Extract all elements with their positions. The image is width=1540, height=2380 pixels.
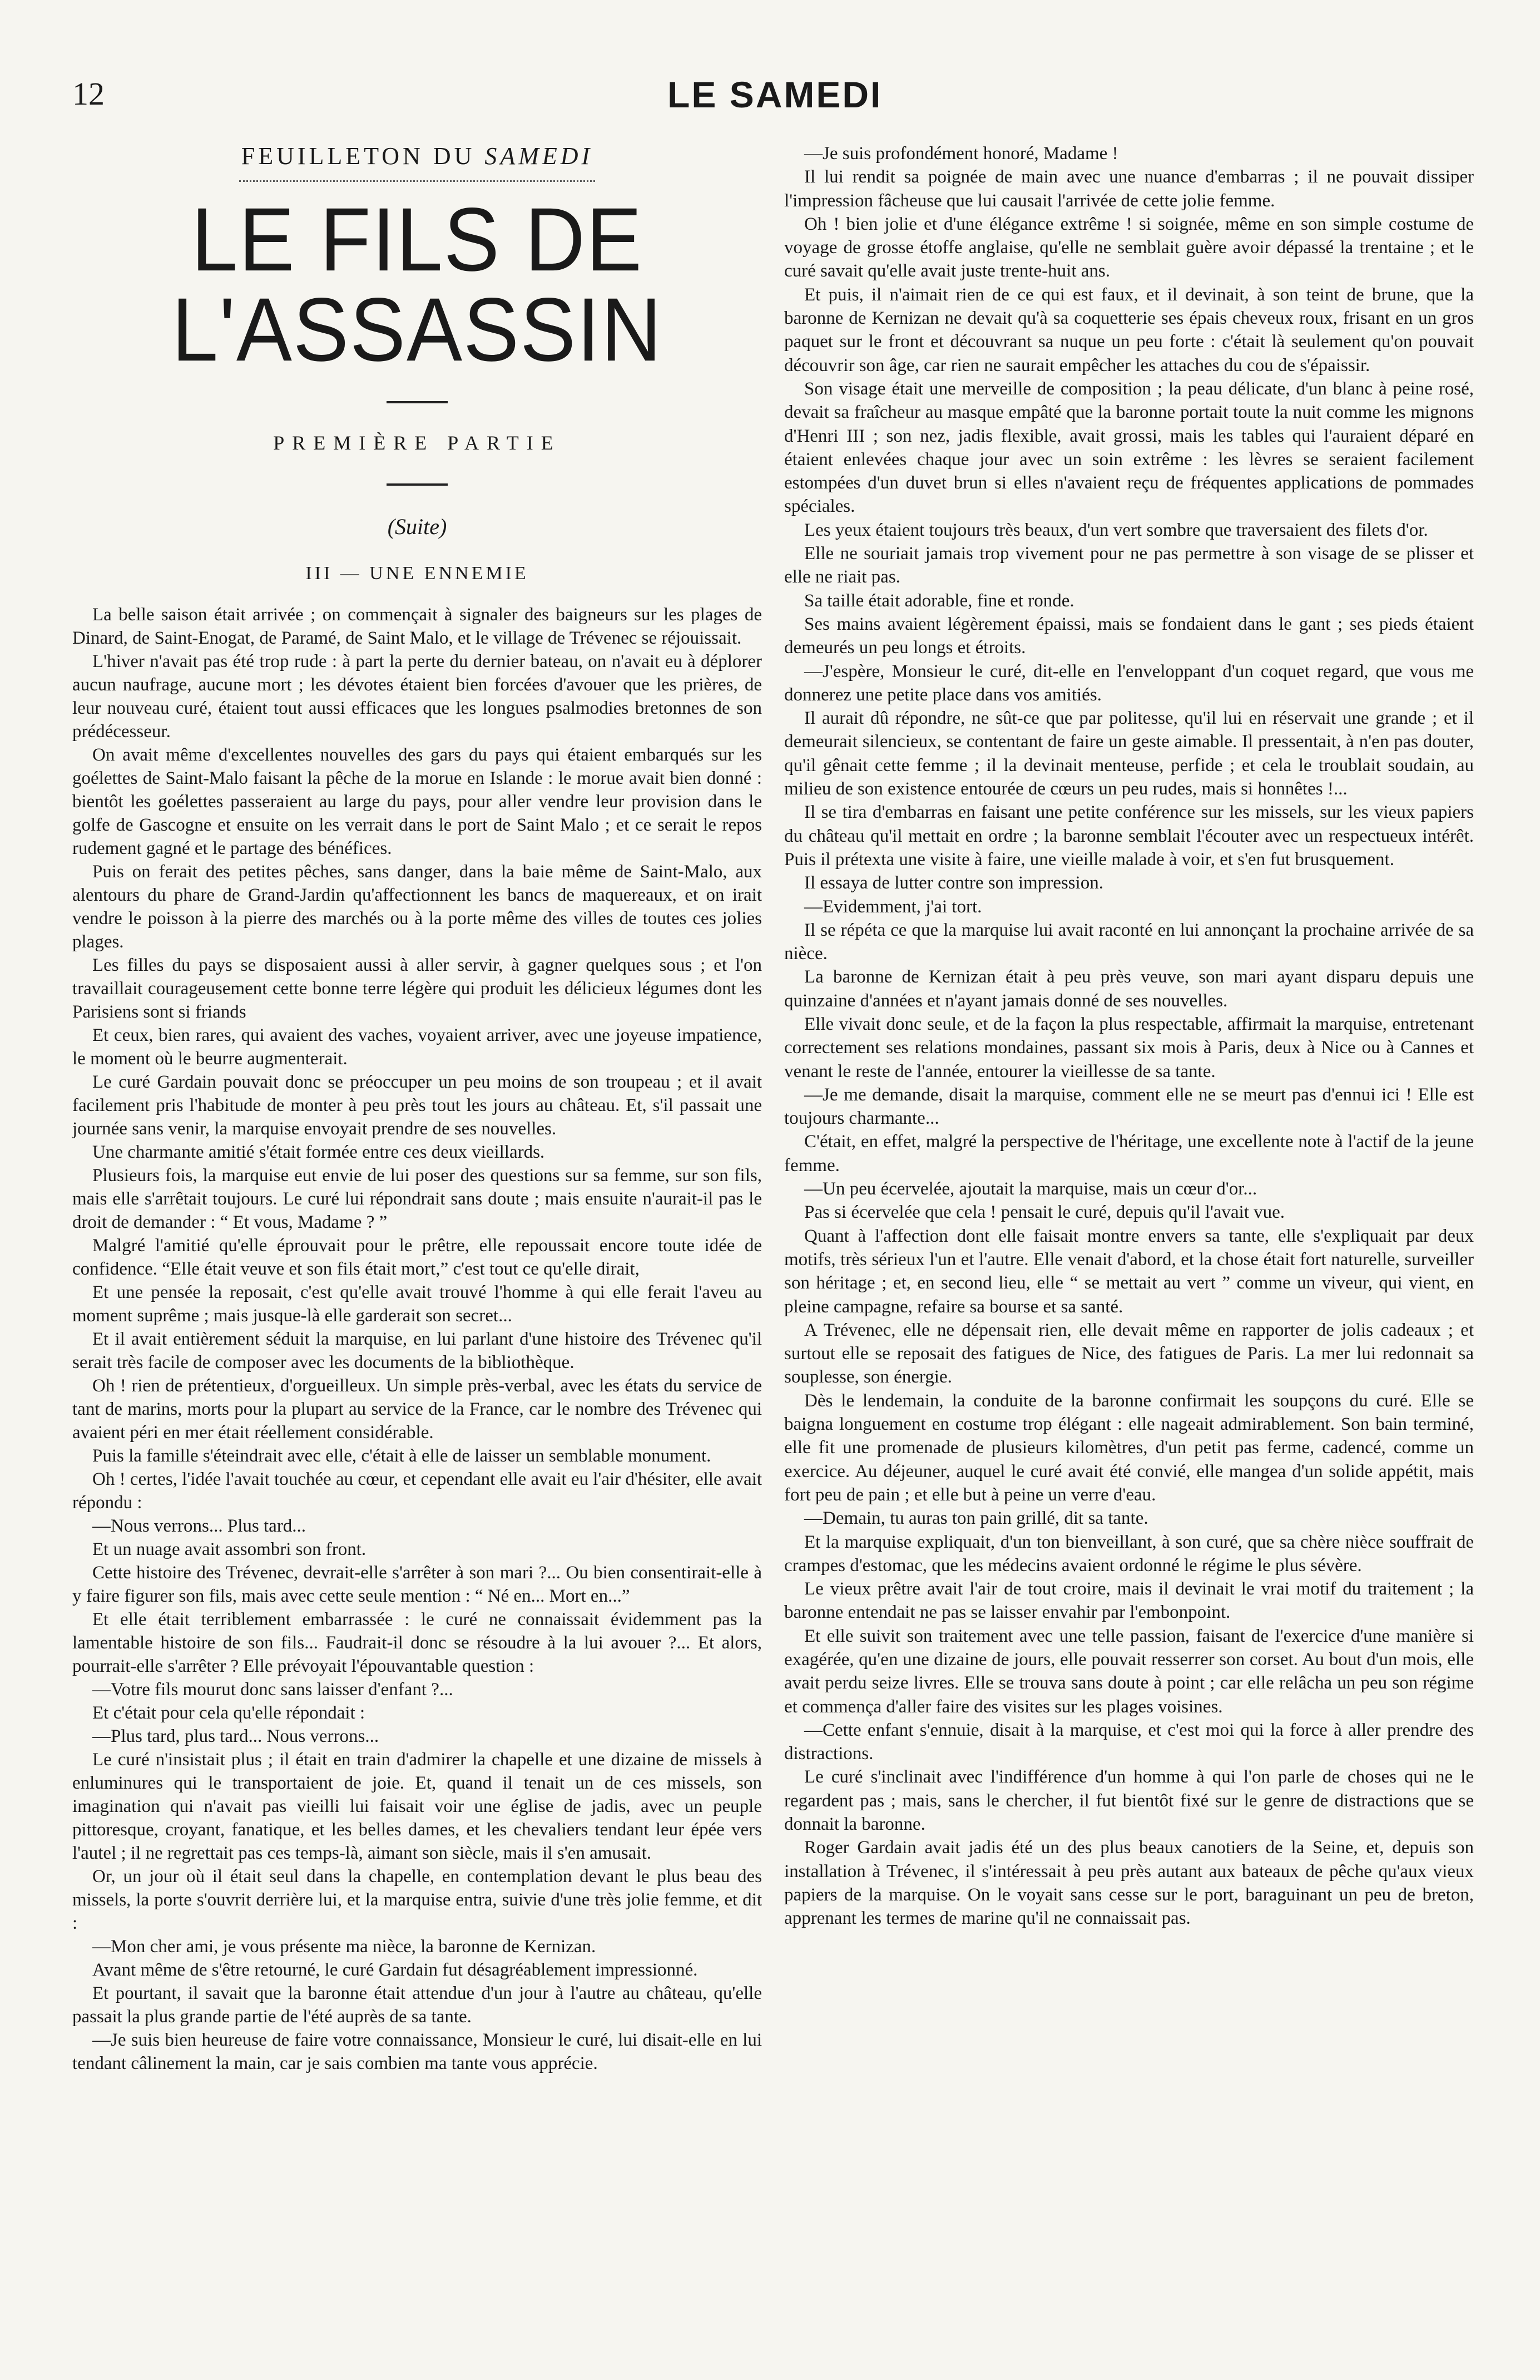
paragraph: Et elle suivit son traitement avec une telle passion, faisant de l'exercice d'une manière si exagérée, qu'en une dizaine de jours, elle pouvait resserrer son corset. Au bout d'un mois, elle avait perdu seize livres. Elle se trouva sans doute à point ; car elle relâcha un peu son régime et commença d'aller faire des visites sur les plages voisines. <box>784 1626 1474 1717</box>
suite-label: (Suite) <box>387 514 447 539</box>
paragraph: Et elle était terriblement embarrassée : le curé ne connaissait évidemment pas la lamentable histoire de son fils... Faudrait-il donc se résoudre à la lui avouer ?... Et alors, pourrait-elle s'arrêter ? Elle prévoyait l'épouvantable question : <box>72 1609 762 1676</box>
part-rule <box>387 483 448 486</box>
paragraph: Et puis, il n'aimait rien de ce qui est faux, et il devinait, à son teint de brune, que la baronne de Kernizan ne devait qu'à sa coquetterie ses épais cheveux roux, frisant en un gros paquet sur le front et découvrant sa nuque un peu forte : c'était là seulement qu'on pouvait découvrir son âge, car rien ne saurait empêcher les attaches du cou de s'épaissir. <box>784 284 1474 376</box>
page-number: 12 <box>72 76 105 112</box>
paragraph: —Je me demande, disait la marquise, comment elle ne se meurt pas d'ennui ici ! Elle est toujours charmante... <box>784 1084 1474 1129</box>
title-rule <box>387 401 448 403</box>
paragraph: Dès le lendemain, la conduite de la baronne confirmait les soupçons du curé. Elle se baigna longuement en costume trop élégant : elle nageait admirablement. Son bain terminé, elle fit une promenade de plusieurs kilomètres, d'un petit pas ferme, cadencé, comme un exercice. Au déjeuner, auquel le curé avait été convié, elle mangea d'un solide appétit, mais fort peu de pain ; et elle but à peine un verre d'eau. <box>784 1390 1474 1505</box>
paragraph: —Plus tard, plus tard... Nous verrons... <box>92 1726 379 1746</box>
paragraph: La baronne de Kernizan était à peu près veuve, son mari ayant disparu depuis une quinzaine d'années et n'ayant jamais donné de ses nouvelles. <box>784 967 1474 1011</box>
paragraph: —Votre fils mourut donc sans laisser d'enfant ?... <box>92 1680 453 1700</box>
feuilleton-heading <box>72 142 762 170</box>
dotted-divider <box>239 180 595 182</box>
paragraph: Elle vivait donc seule, et de la façon la plus respectable, affirmait la marquise, entretenant correctement ses relations mondaines, passant six mois à Paris, deux à Nice ou à Cannes et venant le reste de l'année, entourer la vieillesse de sa tante. <box>784 1014 1474 1082</box>
paragraph: Et c'était pour cela qu'elle répondait : <box>92 1703 365 1723</box>
paragraph: Et une pensée la reposait, c'est qu'elle avait trouvé l'homme à qui elle ferait l'aveu au moment suprême ; mais jusque-là elle garderait son secret... <box>72 1282 762 1326</box>
paragraph: Oh ! rien de prétentieux, d'orgueilleux. Un simple près-verbal, avec les états du service de tant de marins, morts pour la plupart au service de la France, car le nombre des Trévenec qui avaient péri en mer était réellement considérable. <box>72 1376 762 1443</box>
journal-title: LE SAMEDI <box>667 74 883 115</box>
paragraph: Le curé n'insistait plus ; il était en train d'admirer la chapelle et une dizaine de missels à enluminures qui le transportaient de joie. Et, quand il tenait un de ces missels, son imagination qui n'avait pas vieilli lui faisait voir une église de jadis, avec un peuple pittoresque, croyant, fanatique, et les belles dames, et les chevaliers tendant leur épée vers l'autel ; il ne regrettait pas ces temps-là, aimant son siècle, mais il s'en amusait. <box>72 1750 762 1863</box>
paragraph: —Je suis profondément honoré, Madame ! <box>804 144 1118 164</box>
paragraph: Elle ne souriait jamais trop vivement pour ne pas permettre à son visage de se plisser et elle ne riait pas. <box>784 544 1474 587</box>
paragraph: Sa taille était adorable, fine et ronde. <box>804 590 1074 611</box>
paragraph: Ses mains avaient légèrement épaissi, mais se fondaient dans le gant ; ses pieds étaient demeurés un peu longs et étroits. <box>784 614 1474 658</box>
paragraph: —Je suis bien heureuse de faire votre connaissance, Monsieur le curé, lui disait-elle en lui tendant câlinement la main, car je sais combien ma tante vous apprécie. <box>72 2030 762 2073</box>
paragraph: —Mon cher ami, je vous présente ma nièce, la baronne de Kernizan. <box>92 1937 596 1957</box>
paragraph: Et ceux, bien rares, qui avaient des vaches, voyaient arriver, avec une joyeuse impatience, le moment où le beurre augmenterait. <box>72 1025 762 1069</box>
chapter-heading: III — UNE ENNEMIE <box>305 563 529 584</box>
part-heading: PREMIÈRE PARTIE <box>273 432 561 454</box>
left-body-text <box>72 603 762 2075</box>
paragraph: Les filles du pays se disposaient aussi à aller servir, à gagner quelques sous ; et l'on travaillait courageusement cette bonne terre légère qui produit les délicieux légumes dont les Parisiens sont si friands <box>72 955 762 1022</box>
paragraph: Son visage était une merveille de composition ; la peau délicate, d'un blanc à peine rosé, devait sa fraîcheur au masque empâté que la baronne portait toute la nuit comme les mignons d'Henri III ; son nez, jadis flexible, avait grossi, mais les tables qui l'auraient déparé en étaient enlevées chaque jour avec un soin extrême : les lèvres se seraient facilement estompées d'un duvet brun si elles n'avaient reçu de fréquentes applications de pommades spéciales. <box>784 378 1474 517</box>
paragraph: Cette histoire des Trévenec, devrait-elle s'arrêter à son mari ?... Ou bien consentirait-elle à y faire figurer son fils, mais avec cette seule mention : “ Né en... Mort en...” <box>72 1563 762 1606</box>
paragraph: Et un nuage avait assombri son front. <box>92 1539 367 1559</box>
paragraph: Le curé Gardain pouvait donc se préoccuper un peu moins de son troupeau ; et il avait facilement pris l'habitude de monter à peu près tout les jours au château. Et, s'il passait une journée sans venir, la marquise envoyait prendre de ses nouvelles. <box>72 1072 762 1139</box>
paragraph: Il se répéta ce que la marquise lui avait raconté en lui annonçant la prochaine arrivée de sa nièce. <box>784 920 1474 964</box>
paragraph: Or, un jour où il était seul dans la chapelle, en contemplation devant le plus beau des missels, la porte s'ouvrit derrière lui, et la marquise entra, suivie d'une très jolie femme, et dit : <box>72 1867 762 1933</box>
paragraph: La belle saison était arrivée ; on commençait à signaler des baigneurs sur les plages de Dinard, de Saint-Enogat, de Paramé, de Saint Malo, et le village de Trévenec se réjouissait. <box>72 605 762 648</box>
paragraph: Oh ! certes, l'idée l'avait touchée au cœur, et cependant elle avait eu l'air d'hésiter, elle avait répondu : <box>72 1469 762 1513</box>
paragraph: —Evidemment, j'ai tort. <box>804 896 982 917</box>
article-title: LE FILS DE L'ASSASSIN <box>171 189 663 380</box>
paragraph: C'était, en effet, malgré la perspective de l'héritage, une excellente note à l'actif de la jeune femme. <box>784 1132 1474 1176</box>
paragraph: Il essaya de lutter contre son impression. <box>804 873 1103 893</box>
paragraph: —J'espère, Monsieur le curé, dit-elle en l'enveloppant d'un coquet regard, que vous me donnerez une petite place dans vos amitiés. <box>784 661 1474 705</box>
paragraph: Avant même de s'être retourné, le curé Gardain fut désagréablement impressionné. <box>92 1960 698 1980</box>
left-column <box>72 142 762 2075</box>
paragraph: Puis on ferait des petites pêches, sans danger, dans la baie même de Saint-Malo, aux alentours du phare de Grand-Jardin qu'affectionnent les bancs de maquereaux, et on irait vendre le poisson à la pierre des marchés ou à la porte même des villes de toutes ces jolies plages. <box>72 862 762 952</box>
right-column <box>784 142 1474 1930</box>
paragraph: Plusieurs fois, la marquise eut envie de lui poser des questions sur sa femme, sur son fils, mais elle s'arrêtait toujours. Le curé lui répondrait sans doute ; mais ensuite n'aurait-il pas le droit de demander : “ Et vous, Madame ? ” <box>72 1166 762 1232</box>
paragraph: Il se tira d'embarras en faisant une petite conférence sur les missels, sur les vieux papiers du château qu'il mettait en ordre ; la baronne semblait l'écouter avec un respectueux intérêt. Puis il prétexta une visite à faire, une vieille malade à voir, et s'en fut brusquement. <box>784 802 1474 870</box>
feuilleton-prefix: FEUILLETON DU <box>241 142 476 170</box>
paragraph: Pas si écervelée que cela ! pensait le curé, depuis qu'il l'avait vue. <box>804 1202 1285 1223</box>
feuilleton-journal: SAMEDI <box>484 142 593 170</box>
paragraph: Puis la famille s'éteindrait avec elle, c'était à elle de laisser un semblable monument. <box>92 1446 711 1466</box>
paragraph: Il lui rendit sa poignée de main avec une nuance d'embarras ; il ne pouvait dissiper l'impression fâcheuse que lui causait l'arrivée de cette jolie femme. <box>784 167 1474 211</box>
paragraph: Quant à l'affection dont elle faisait montre envers sa tante, elle s'expliquait par deux motifs, très sérieux l'un et l'autre. Elle venait d'abord, et la chose était fort naturelle, surveiller son héritage ; et, en second lieu, elle “ se mettait au vert ” comme un viveur, qui vient, en pleine campagne, refaire sa bourse et sa santé. <box>784 1226 1474 1317</box>
paragraph: Oh ! bien jolie et d'une élégance extrême ! si soignée, même en son simple costume de voyage de grosse étoffe anglaise, qu'elle ne semblait guère avoir dépassé la trentaine ; et le curé savait qu'elle avait juste trente-huit ans. <box>784 214 1474 282</box>
paragraph: Le curé s'inclinait avec l'indifférence d'un homme à qui l'on parle de choses qui ne le regardent pas ; mais, sans le chercher, il fut bientôt fixé sur le genre de distractions que se donnait la baronne. <box>784 1767 1474 1835</box>
paragraph: Malgré l'amitié qu'elle éprouvait pour le prêtre, elle repoussait encore toute idée de confidence. “Elle était veuve et son fils était mort,” c'est tout ce qu'elle dirait, <box>72 1236 762 1279</box>
paragraph: Et il avait entièrement séduit la marquise, en lui parlant d'une histoire des Trévenec qu'il serait très facile de composer avec les documents de la bibliothèque. <box>72 1329 762 1372</box>
paragraph: Les yeux étaient toujours très beaux, d'un vert sombre que traversaient des filets d'or. <box>804 520 1428 540</box>
paragraph: On avait même d'excellentes nouvelles des gars du pays qui étaient embarqués sur les goélettes de Saint-Malo faisant la pêche de la morue en Islande : le morue avait bien donné : bientôt les goélettes passeraient au large du pays, pour aller vendre leur provision dans le golfe de Gascogne et ensuite on les verrait dans le port de Saint Malo ; et ce serait le repos rudement gagné et le partage des bénéfices. <box>72 745 762 858</box>
paragraph: A Trévenec, elle ne dépensait rien, elle devait même en rapporter de jolis cadeaux ; et surtout elle se reposait des fatigues de Nice, des fatigues de Paris. La mer lui redonnait sa souplesse, son énergie. <box>784 1320 1474 1387</box>
paragraph: Il aurait dû répondre, ne sût-ce que par politesse, qu'il lui en réservait une grande ; et il demeurait silencieux, se contentant de faire un geste aimable. Il pressentait, à n'en pas douter, qu'il gênait cette femme ; il la devinait menteuse, perfide ; et cela le troublait soudain, au milieu de son existence entourée de cœurs un peu rudes, mais si honnêtes !... <box>784 708 1474 799</box>
paragraph: L'hiver n'avait pas été trop rude : à part la perte du dernier bateau, on n'avait eu à déplorer aucun naufrage, aucune mort ; les dévotes étaient bien forcées d'avouer que les prières, de leur nouveau curé, étaient tout aussi efficaces que les longues psalmodies bretonnes de son prédécesseur. <box>72 651 762 742</box>
right-body-text <box>784 142 1474 1930</box>
paragraph: —Demain, tu auras ton pain grillé, dit sa tante. <box>804 1508 1148 1529</box>
paragraph: —Nous verrons... Plus tard... <box>92 1516 306 1536</box>
paragraph: Une charmante amitié s'était formée entre ces deux vieillards. <box>92 1142 545 1162</box>
paragraph: Roger Gardain avait jadis été un des plus beaux canotiers de la Seine, et, depuis son installation à Trévenec, il s'intéressait à peu près autant aux bateaux de pêche qu'aux vieux papiers de la marquise. On le voyait sans cesse sur le port, baraguinant un peu de breton, apprenant les termes de marine qu'il ne connaissait pas. <box>784 1838 1474 1929</box>
paragraph: Et la marquise expliquait, d'un ton bienveillant, à son curé, que sa chère nièce souffrait de crampes d'estomac, que les médecins avaient ordonné le régime le plus sévère. <box>784 1532 1474 1576</box>
paragraph: Le vieux prêtre avait l'air de tout croire, mais il devinait le vrai motif du traitement ; la baronne entendait ne pas se laisser envahir par l'embonpoint. <box>784 1579 1474 1623</box>
paragraph: —Cette enfant s'ennuie, disait à la marquise, et c'est moi qui la force à aller prendre des distractions. <box>784 1720 1474 1764</box>
paragraph: —Un peu écervelée, ajoutait la marquise, mais un cœur d'or... <box>804 1179 1257 1199</box>
paragraph: Et pourtant, il savait que la baronne était attendue d'un jour à l'autre au château, qu'elle passait la plus grande partie de l'été auprès de sa tante. <box>72 1983 762 2027</box>
